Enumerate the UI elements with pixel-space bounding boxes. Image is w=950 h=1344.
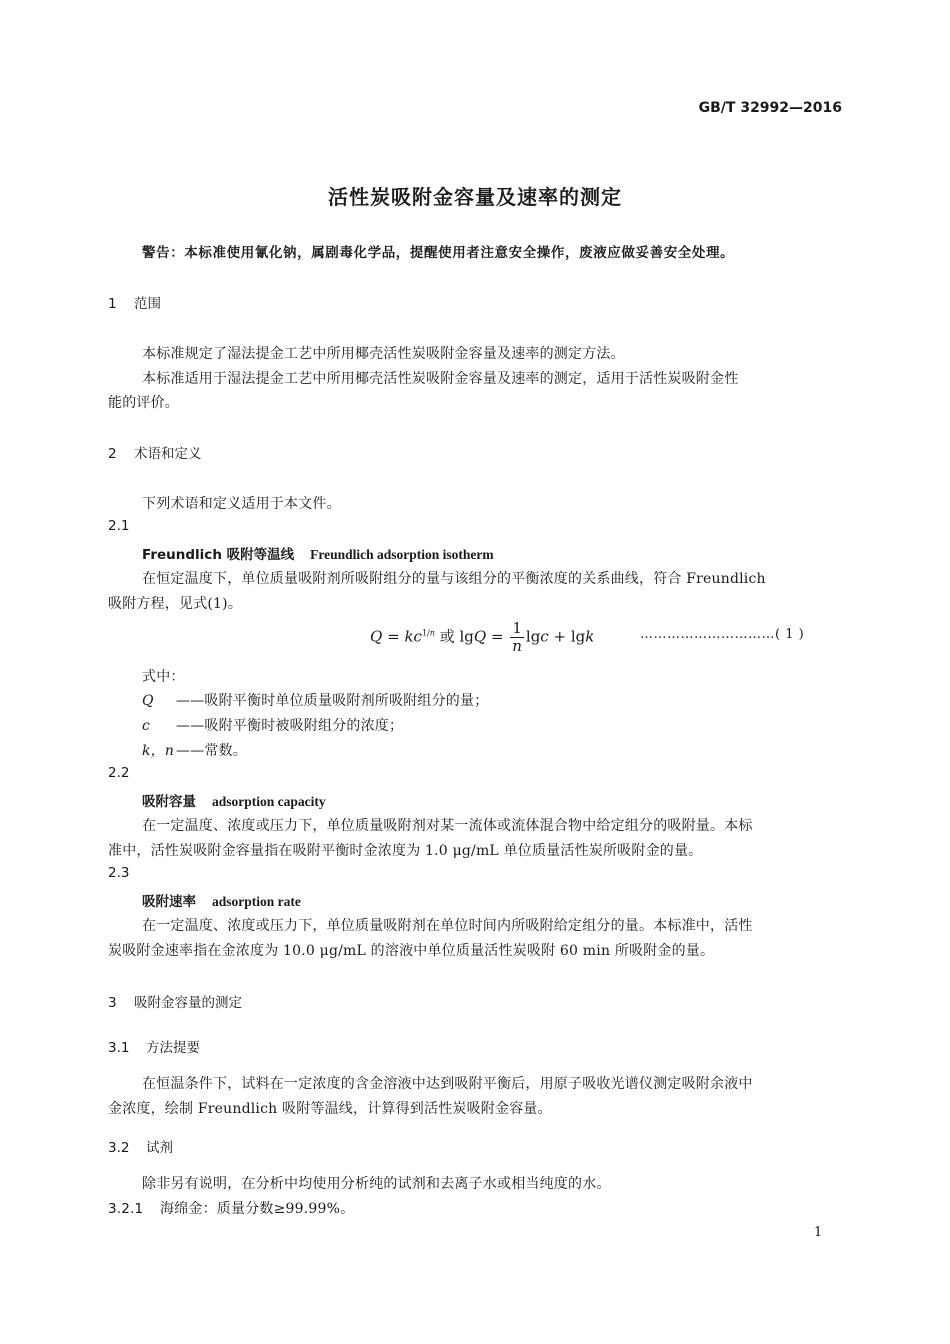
subsection-3-2-heading xyxy=(108,1136,173,1156)
section-number: 1 xyxy=(108,296,117,312)
term-en: adsorption rate xyxy=(212,894,301,909)
clause-number: 3.1 xyxy=(108,1040,130,1056)
clause-number: 2.2 xyxy=(108,765,130,781)
definition-line: 在一定温度、浓度或压力下，单位质量吸附剂在单位时间内所吸附给定组分的量。本标准中，活性 xyxy=(142,918,753,934)
section-title: 范围 xyxy=(134,296,161,312)
paragraph-line: 能的评价。 xyxy=(108,395,179,411)
term-cn: Freundlich 吸附等温线 xyxy=(142,547,295,563)
clause-number: 3.2.1 xyxy=(108,1201,144,1217)
where-label: 式中： xyxy=(142,669,185,685)
subsection-3-1-heading xyxy=(108,1036,200,1056)
variable-def: c ——吸附平衡时被吸附组分的浓度； xyxy=(142,718,404,734)
term-en: adsorption capacity xyxy=(212,794,326,809)
section-1-heading xyxy=(108,292,161,312)
clause-number: 2.3 xyxy=(108,865,130,881)
clause-3-2-1 xyxy=(108,1198,354,1218)
term-en: Freundlich adsorption isotherm xyxy=(310,547,494,562)
freundlich-equation: $Q = kc^{1/n}$ 或 lgQ = $\frac{1}{n}$ lgc + lgk xyxy=(370,619,595,655)
variable-def: Q ——吸附平衡时单位质量吸附剂所吸附组分的量； xyxy=(142,693,489,709)
clause-number: 3.2 xyxy=(108,1140,130,1156)
clause-text: 海绵金：质量分数≥99.99%。 xyxy=(160,1201,355,1217)
section-2-heading xyxy=(108,442,202,462)
subsection-title: 试剂 xyxy=(146,1140,173,1156)
definition-line: 炭吸附金速率指在金浓度为 10.0 μg/mL 的溶液中单位质量活性炭吸附 60 min 所吸附金的量。 xyxy=(108,943,715,959)
term-2-2 xyxy=(142,790,326,810)
term-cn: 吸附速率 xyxy=(142,894,196,910)
section-3-heading xyxy=(108,991,242,1011)
paragraph: 除非另有说明，在分析中均使用分析纯的试剂和去离子水或相当纯度的水。 xyxy=(142,1176,611,1192)
document-title: 活性炭吸附金容量及速率的测定 xyxy=(328,185,622,209)
clause-number: 2.1 xyxy=(108,518,130,534)
warning-note: 警告：本标准使用氰化钠，属剧毒化学品，提醒使用者注意安全操作，废液应做妥善安全处理。 xyxy=(142,245,735,261)
equation-number xyxy=(640,627,804,642)
leader-dots: ………………………… xyxy=(640,627,775,642)
term-2-3 xyxy=(142,890,301,910)
paragraph: 本标准规定了湿法提金工艺中所用椰壳活性炭吸附金容量及速率的测定方法。 xyxy=(142,346,625,362)
section-number: 2 xyxy=(108,446,117,462)
page-number: 1 xyxy=(814,1225,823,1240)
variable-def: k，n ——常数。 xyxy=(142,743,247,759)
paragraph-line: 在恒温条件下，试料在一定浓度的含金溶液中达到吸附平衡后，用原子吸收光谱仪测定吸附余液中 xyxy=(142,1076,753,1092)
section-title: 术语和定义 xyxy=(134,446,202,462)
paragraph-line: 本标准适用于湿法提金工艺中所用椰壳活性炭吸附金容量及速率的测定，适用于活性炭吸附金性 xyxy=(142,371,739,387)
term-cn: 吸附容量 xyxy=(142,794,196,810)
paragraph-line: 金浓度，绘制 Freundlich 吸附等温线，计算得到活性炭吸附金容量。 xyxy=(108,1101,552,1117)
section-number: 3 xyxy=(108,995,117,1011)
subsection-title: 方法提要 xyxy=(146,1040,200,1056)
standard-number: GB/T 32992—2016 xyxy=(698,100,842,116)
definition-line: 在恒定温度下，单位质量吸附剂所吸附组分的量与该组分的平衡浓度的关系曲线，符合 Freundlich xyxy=(142,571,766,587)
paragraph: 下列术语和定义适用于本文件。 xyxy=(142,496,341,512)
fraction: $\frac{1}{n}$ xyxy=(512,619,522,655)
equation-label: ( 1 ) xyxy=(775,627,805,642)
term-2-1 xyxy=(142,543,494,563)
section-title: 吸附金容量的测定 xyxy=(134,995,242,1011)
definition-line: 吸附方程，见式(1)。 xyxy=(108,596,243,612)
definition-line: 在一定温度、浓度或压力下，单位质量吸附剂对某一流体或流体混合物中给定组分的吸附量。本标 xyxy=(142,818,753,834)
definition-line: 准中，活性炭吸附金容量指在吸附平衡时金浓度为 1.0 μg/mL 单位质量活性炭所吸附金的量。 xyxy=(108,843,703,859)
